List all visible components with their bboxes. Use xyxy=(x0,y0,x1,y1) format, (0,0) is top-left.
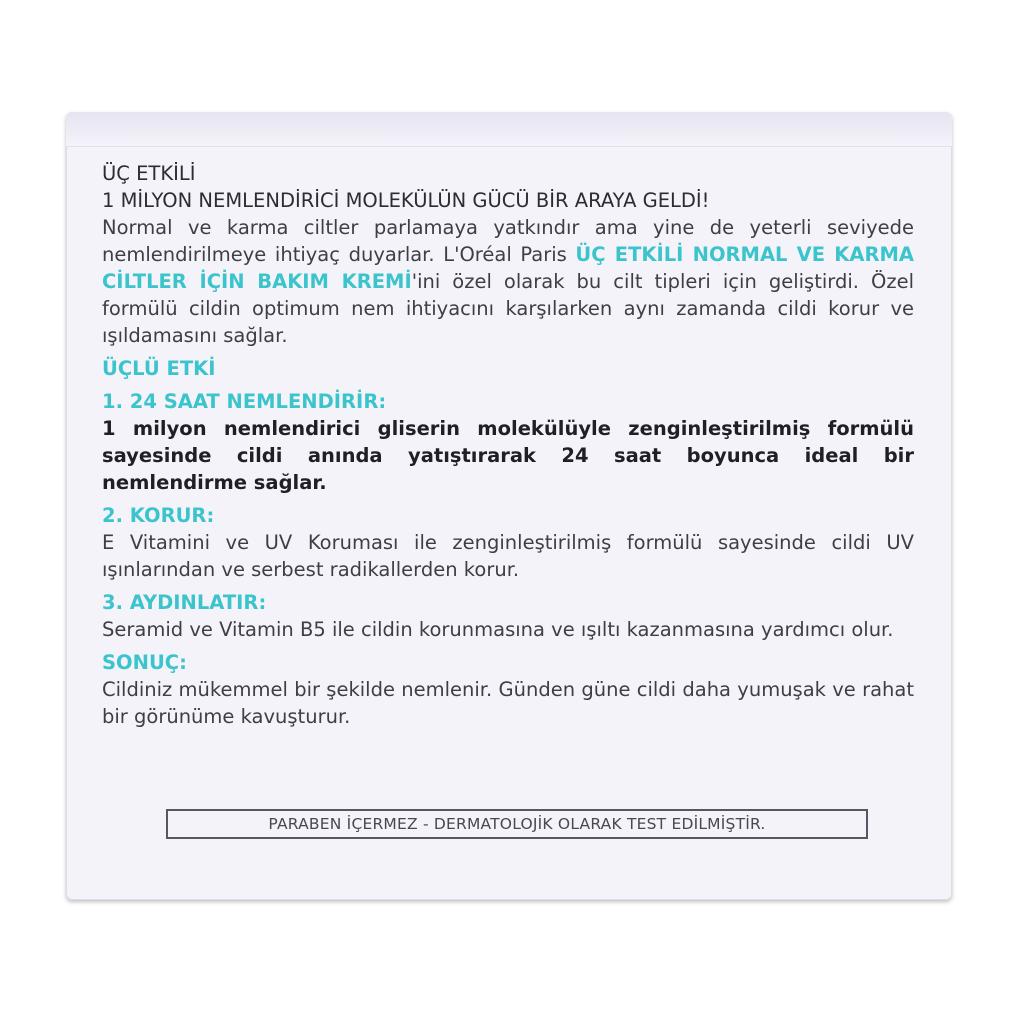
section-moisturize-body: 1 milyon nemlendirici gliserin molekülüyle zenginleştirilmiş formülü sayesinde cildi anında yatıştırarak 24 saat boyunca ideal bir nemlendirme sağlar. xyxy=(102,417,914,494)
section-brighten-heading: 3. AYDINLATIR: xyxy=(102,591,267,614)
section-moisturize-heading: 1. 24 SAAT NEMLENDİRİR: xyxy=(102,390,387,413)
box-lid-edge xyxy=(66,112,952,147)
paraben-free-badge: PARABEN İÇERMEZ - DERMATOLOJİK OLARAK TEST EDİLMİŞTİR. xyxy=(166,809,868,839)
intro-paragraph xyxy=(102,214,914,349)
section-protect-heading: 2. KORUR: xyxy=(102,504,215,527)
section-protect-body: E Vitamini ve UV Koruması ile zenginleştirilmiş formülü sayesinde cildi UV ışınlarından ve serbest radikallerden korur. xyxy=(102,531,914,581)
intro-text-1: Normal ve karma ciltler parlamaya yatkındır ama yine de yeterli seviyede nemlendirilmeye ihtiyaç duyarlar. L'Oréal Paris xyxy=(102,216,914,266)
product-box-panel xyxy=(66,112,952,900)
product-description xyxy=(102,160,914,730)
product-name-highlight: ÜÇ ETKİLİ NORMAL VE KARMA CİLTLER İÇİN BAKIM KREMİ xyxy=(102,243,914,293)
intro-title: ÜÇ ETKİLİ xyxy=(102,162,196,185)
result-heading: SONUÇ: xyxy=(102,651,187,674)
result-body: Cildiniz mükemmel bir şekilde nemlenir. Günden güne cildi daha yumuşak ve rahat bir görünüme kavuşturur. xyxy=(102,678,914,728)
triple-effect-heading: ÜÇLÜ ETKİ xyxy=(102,357,216,380)
intro-subtitle: 1 MİLYON NEMLENDİRİCİ MOLEKÜLÜN GÜCÜ BİR ARAYA GELDİ! xyxy=(102,189,710,212)
intro-text-2: 'ini özel olarak bu cilt tipleri için geliştirdi. Özel formülü cildin optimum nem ihtiyacını karşılarken aynı zamanda cildi korur ve ışıldamasını sağlar. xyxy=(102,270,914,347)
section-brighten-body: Seramid ve Vitamin B5 ile cildin korunmasına ve ışıltı kazanmasına yardımcı olur. xyxy=(102,618,894,641)
